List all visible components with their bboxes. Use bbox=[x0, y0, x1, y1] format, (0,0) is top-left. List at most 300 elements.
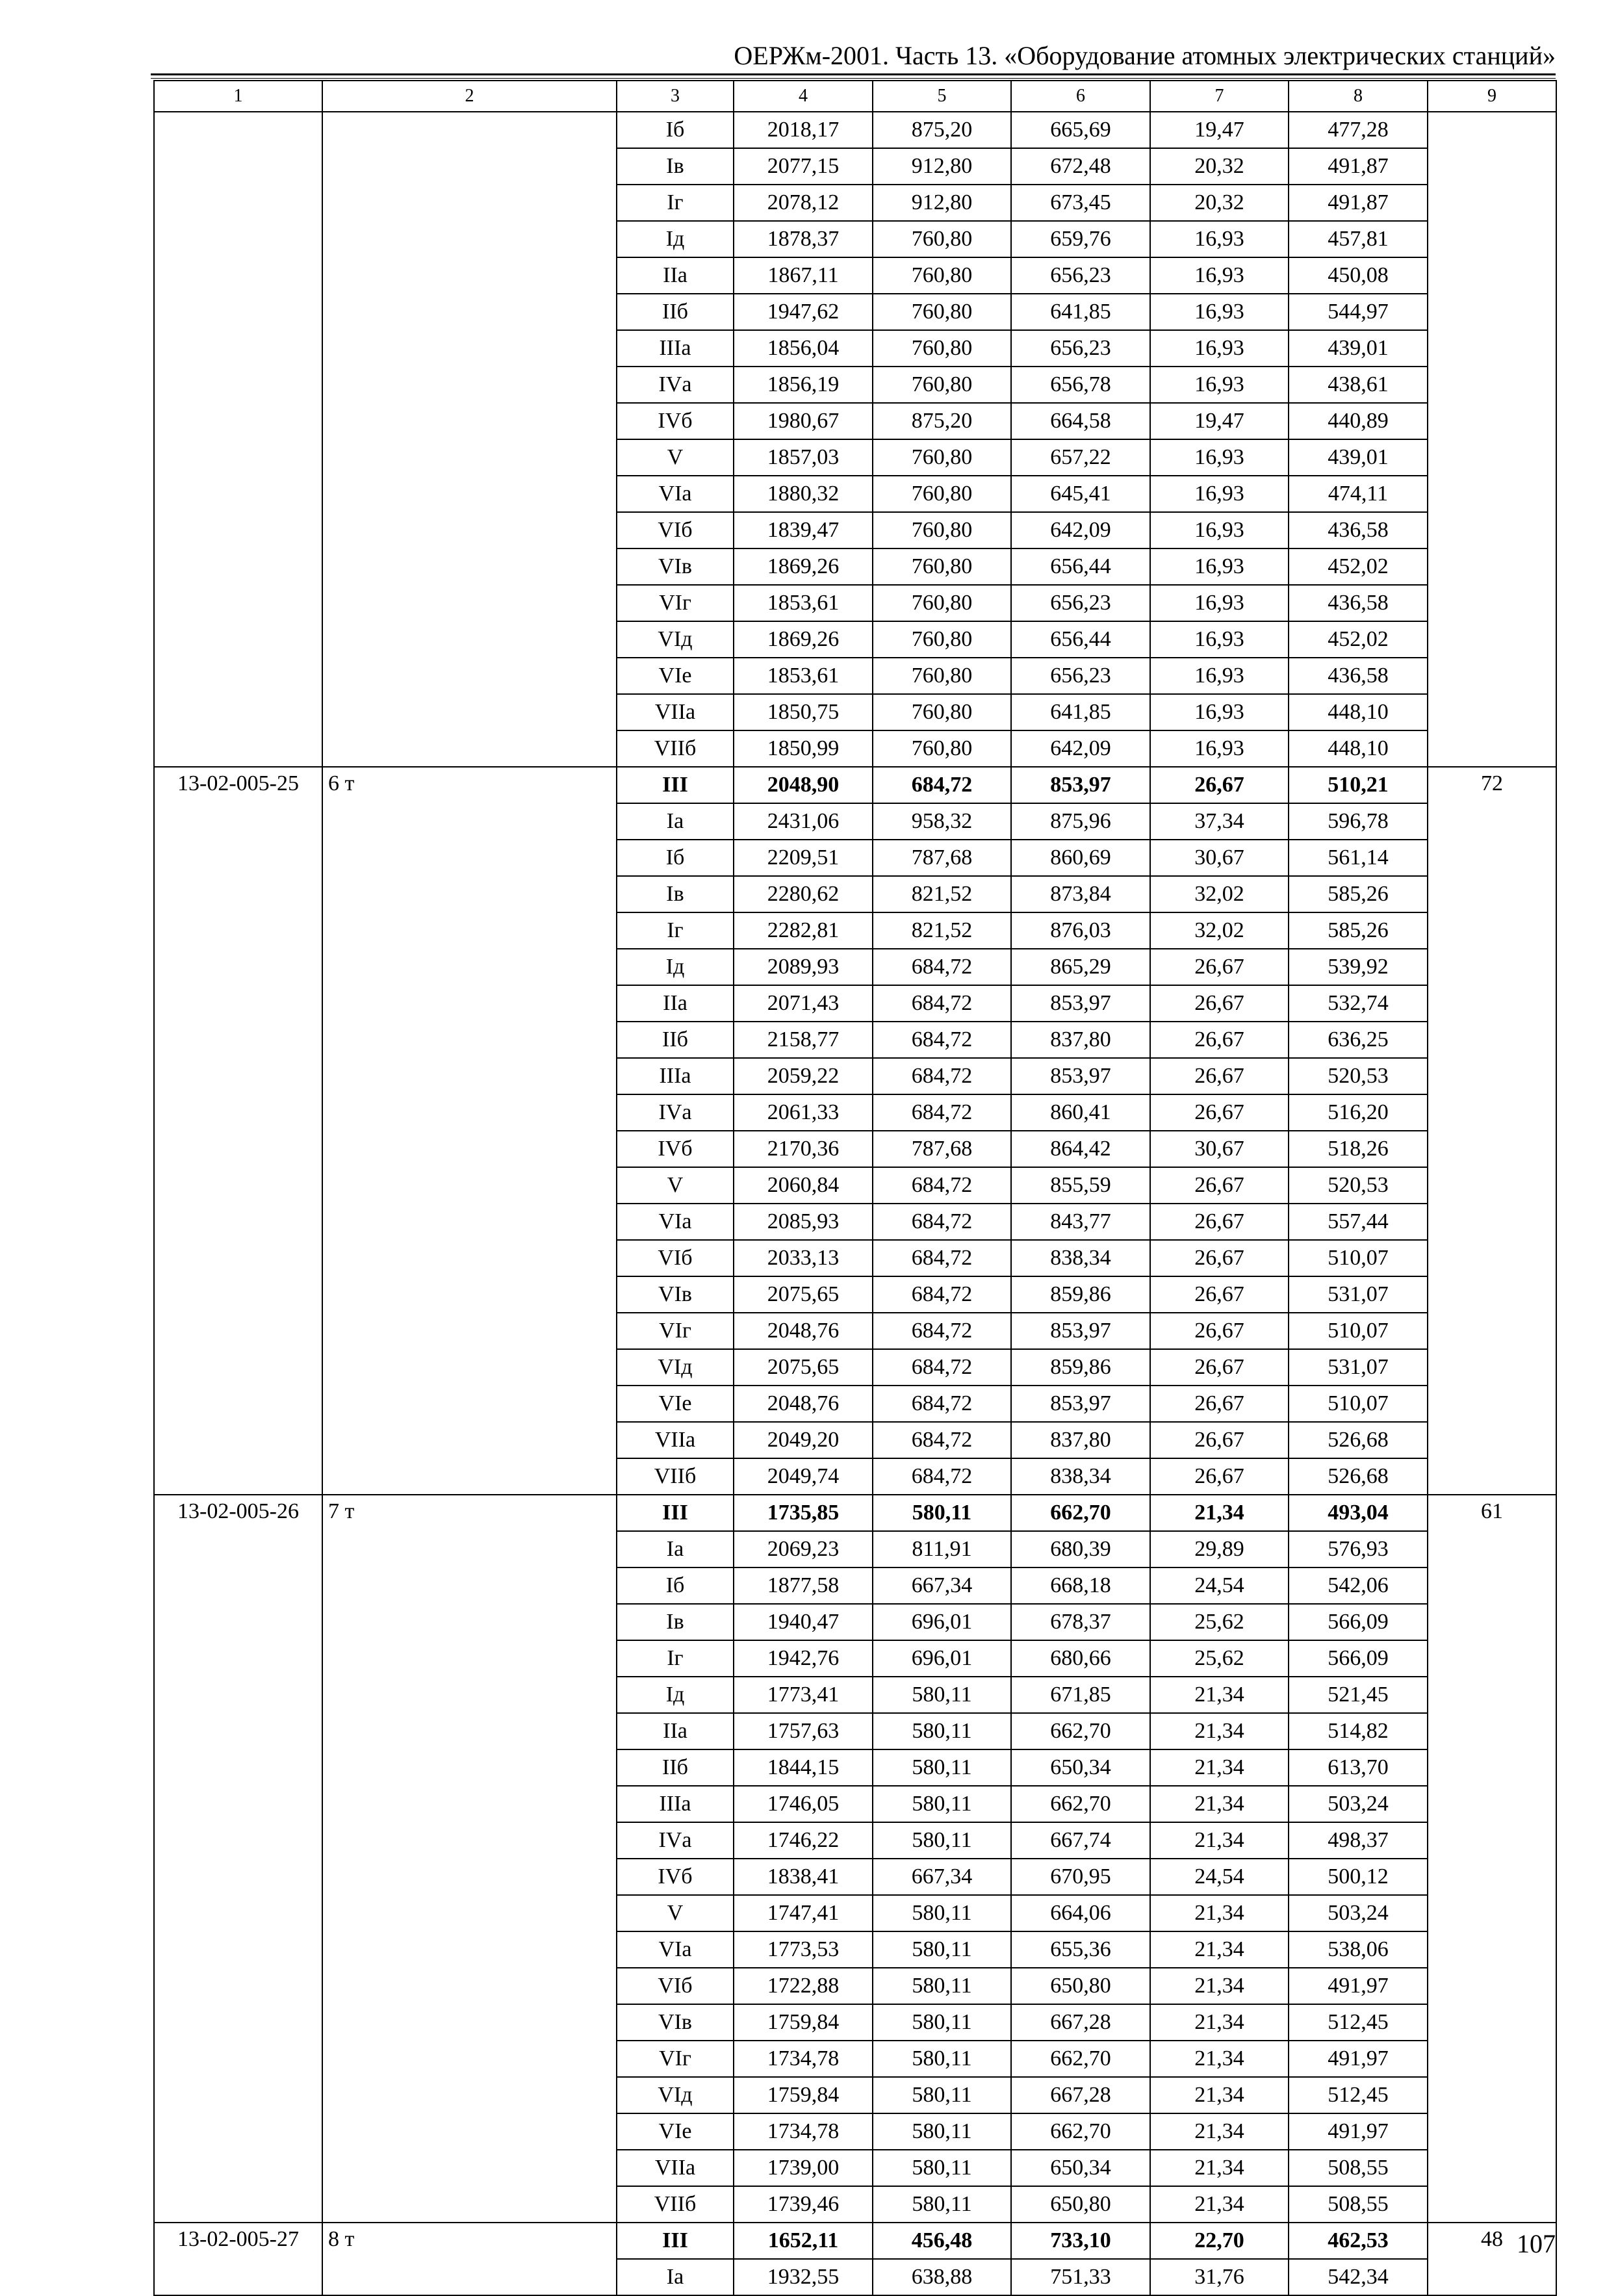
value-cell: 26,67 bbox=[1150, 1240, 1289, 1276]
value-cell: 456,48 bbox=[873, 2223, 1011, 2259]
value-cell: 958,32 bbox=[873, 803, 1011, 840]
value-cell: 1722,88 bbox=[734, 1968, 873, 2004]
value-cell: 16,93 bbox=[1150, 548, 1289, 585]
value-cell: 1652,11 bbox=[734, 2223, 873, 2259]
zone-cell: VIг bbox=[617, 585, 734, 621]
value-cell: 641,85 bbox=[1011, 294, 1150, 330]
zone-cell: Iд bbox=[617, 1677, 734, 1713]
value-cell: 667,34 bbox=[873, 1567, 1011, 1604]
value-cell: 24,54 bbox=[1150, 1859, 1289, 1895]
zone-cell: Iг bbox=[617, 1640, 734, 1677]
value-cell: 2059,22 bbox=[734, 1058, 873, 1094]
value-cell: 684,72 bbox=[873, 1422, 1011, 1458]
value-cell: 1850,75 bbox=[734, 694, 873, 730]
zone-cell: VIIб bbox=[617, 730, 734, 767]
value-cell: 2431,06 bbox=[734, 803, 873, 840]
zone-cell: IIб bbox=[617, 1749, 734, 1786]
zone-cell: IVб bbox=[617, 1859, 734, 1895]
value-cell: 664,58 bbox=[1011, 403, 1150, 439]
value-cell: 510,07 bbox=[1289, 1313, 1428, 1349]
zone-cell: Iг bbox=[617, 912, 734, 949]
value-cell: 667,34 bbox=[873, 1859, 1011, 1895]
value-cell: 1942,76 bbox=[734, 1640, 873, 1677]
value-cell: 2071,43 bbox=[734, 985, 873, 1022]
value-cell: 673,45 bbox=[1011, 185, 1150, 221]
value-cell: 655,36 bbox=[1011, 1931, 1150, 1968]
value-cell: 1856,19 bbox=[734, 367, 873, 403]
column-number: 8 bbox=[1289, 81, 1428, 112]
value-cell: 580,11 bbox=[873, 1495, 1011, 1531]
zone-cell: IVа bbox=[617, 1822, 734, 1859]
zone-cell: Iб bbox=[617, 1567, 734, 1604]
zone-cell: V bbox=[617, 439, 734, 476]
zone-cell: Iв bbox=[617, 1604, 734, 1640]
value-cell: 1759,84 bbox=[734, 2004, 873, 2041]
zone-cell: Iа bbox=[617, 803, 734, 840]
value-cell: 1869,26 bbox=[734, 621, 873, 658]
value-cell: 2075,65 bbox=[734, 1276, 873, 1313]
value-cell: 580,11 bbox=[873, 1822, 1011, 1859]
value-cell: 853,97 bbox=[1011, 985, 1150, 1022]
zone-cell: III bbox=[617, 2223, 734, 2259]
value-cell: 2280,62 bbox=[734, 876, 873, 912]
zone-cell: VIе bbox=[617, 658, 734, 694]
value-cell: 503,24 bbox=[1289, 1786, 1428, 1822]
value-cell: 1947,62 bbox=[734, 294, 873, 330]
column-number: 5 bbox=[873, 81, 1011, 112]
value-cell: 760,80 bbox=[873, 257, 1011, 294]
value-cell: 838,34 bbox=[1011, 1240, 1150, 1276]
value-cell: 662,70 bbox=[1011, 1713, 1150, 1749]
value-cell: 580,11 bbox=[873, 2150, 1011, 2186]
value-cell: 436,58 bbox=[1289, 658, 1428, 694]
value-cell: 760,80 bbox=[873, 621, 1011, 658]
value-cell: 24,54 bbox=[1150, 1567, 1289, 1604]
value-cell: 864,42 bbox=[1011, 1131, 1150, 1167]
rate-code-cell bbox=[154, 112, 322, 767]
value-cell: 821,52 bbox=[873, 912, 1011, 949]
value-cell: 580,11 bbox=[873, 1786, 1011, 1822]
value-cell: 1838,41 bbox=[734, 1859, 873, 1895]
zone-cell: IIб bbox=[617, 1022, 734, 1058]
value-cell: 566,09 bbox=[1289, 1604, 1428, 1640]
value-cell: 1759,84 bbox=[734, 2077, 873, 2113]
value-cell: 855,59 bbox=[1011, 1167, 1150, 1204]
value-cell: 20,32 bbox=[1150, 148, 1289, 185]
labor-cell: 72 bbox=[1428, 767, 1556, 1495]
value-cell: 1734,78 bbox=[734, 2041, 873, 2077]
value-cell: 539,92 bbox=[1289, 949, 1428, 985]
zone-cell: VIд bbox=[617, 1349, 734, 1386]
value-cell: 1853,61 bbox=[734, 585, 873, 621]
value-cell: 760,80 bbox=[873, 294, 1011, 330]
value-cell: 450,08 bbox=[1289, 257, 1428, 294]
zone-cell: IVа bbox=[617, 367, 734, 403]
value-cell: 680,39 bbox=[1011, 1531, 1150, 1567]
column-number: 4 bbox=[734, 81, 873, 112]
page-header-title: ОЕРЖм-2001. Часть 13. «Оборудование атомных электрических станций» bbox=[734, 41, 1556, 70]
zone-cell: Iв bbox=[617, 148, 734, 185]
value-cell: 526,68 bbox=[1289, 1458, 1428, 1495]
value-cell: 510,07 bbox=[1289, 1386, 1428, 1422]
value-cell: 21,34 bbox=[1150, 1931, 1289, 1968]
value-cell: 16,93 bbox=[1150, 621, 1289, 658]
value-cell: 2158,77 bbox=[734, 1022, 873, 1058]
zone-cell: Iа bbox=[617, 1531, 734, 1567]
value-cell: 542,34 bbox=[1289, 2259, 1428, 2295]
value-cell: 2089,93 bbox=[734, 949, 873, 985]
value-cell: 452,02 bbox=[1289, 621, 1428, 658]
value-cell: 576,93 bbox=[1289, 1531, 1428, 1567]
value-cell: 542,06 bbox=[1289, 1567, 1428, 1604]
value-cell: 21,34 bbox=[1150, 2113, 1289, 2150]
table-row bbox=[154, 112, 1556, 148]
zone-cell: VIа bbox=[617, 1931, 734, 1968]
zone-cell: VIв bbox=[617, 2004, 734, 2041]
value-cell: 860,41 bbox=[1011, 1094, 1150, 1131]
value-cell: 521,45 bbox=[1289, 1677, 1428, 1713]
table-row-base-zone bbox=[154, 2223, 1556, 2259]
value-cell: 684,72 bbox=[873, 1204, 1011, 1240]
zone-cell: VIб bbox=[617, 1968, 734, 2004]
value-cell: 491,87 bbox=[1289, 185, 1428, 221]
value-cell: 787,68 bbox=[873, 1131, 1011, 1167]
value-cell: 671,85 bbox=[1011, 1677, 1150, 1713]
value-cell: 508,55 bbox=[1289, 2186, 1428, 2223]
value-cell: 580,11 bbox=[873, 1713, 1011, 1749]
zone-cell: Iв bbox=[617, 876, 734, 912]
value-cell: 656,44 bbox=[1011, 548, 1150, 585]
value-cell: 16,93 bbox=[1150, 257, 1289, 294]
zone-cell: IIIа bbox=[617, 1786, 734, 1822]
value-cell: 16,93 bbox=[1150, 367, 1289, 403]
value-cell: 580,11 bbox=[873, 1931, 1011, 1968]
value-cell: 912,80 bbox=[873, 148, 1011, 185]
value-cell: 613,70 bbox=[1289, 1749, 1428, 1786]
value-cell: 2033,13 bbox=[734, 1240, 873, 1276]
value-cell: 500,12 bbox=[1289, 1859, 1428, 1895]
value-cell: 1757,63 bbox=[734, 1713, 873, 1749]
value-cell: 538,06 bbox=[1289, 1931, 1428, 1968]
value-cell: 26,67 bbox=[1150, 1313, 1289, 1349]
value-cell: 645,41 bbox=[1011, 476, 1150, 512]
value-cell: 462,53 bbox=[1289, 2223, 1428, 2259]
value-cell: 440,89 bbox=[1289, 403, 1428, 439]
value-cell: 580,11 bbox=[873, 1968, 1011, 2004]
value-cell: 760,80 bbox=[873, 730, 1011, 767]
zone-cell: IIб bbox=[617, 294, 734, 330]
zone-cell: Iб bbox=[617, 840, 734, 876]
value-cell: 25,62 bbox=[1150, 1640, 1289, 1677]
rate-code-cell: 13-02-005-25 bbox=[154, 767, 322, 1495]
value-cell: 859,86 bbox=[1011, 1349, 1150, 1386]
value-cell: 1940,47 bbox=[734, 1604, 873, 1640]
value-cell: 751,33 bbox=[1011, 2259, 1150, 2295]
zone-cell: IIа bbox=[617, 985, 734, 1022]
value-cell: 853,97 bbox=[1011, 1313, 1150, 1349]
value-cell: 2049,74 bbox=[734, 1458, 873, 1495]
value-cell: 670,95 bbox=[1011, 1859, 1150, 1895]
rates-table-body bbox=[154, 81, 1556, 2295]
value-cell: 16,93 bbox=[1150, 658, 1289, 694]
value-cell: 16,93 bbox=[1150, 476, 1289, 512]
value-cell: 29,89 bbox=[1150, 1531, 1289, 1567]
value-cell: 760,80 bbox=[873, 548, 1011, 585]
value-cell: 32,02 bbox=[1150, 876, 1289, 912]
value-cell: 16,93 bbox=[1150, 585, 1289, 621]
value-cell: 684,72 bbox=[873, 949, 1011, 985]
value-cell: 21,34 bbox=[1150, 1495, 1289, 1531]
value-cell: 1734,78 bbox=[734, 2113, 873, 2150]
zone-cell: IIа bbox=[617, 1713, 734, 1749]
equipment-name-cell: 7 т bbox=[322, 1495, 617, 2223]
value-cell: 638,88 bbox=[873, 2259, 1011, 2295]
value-cell: 859,86 bbox=[1011, 1276, 1150, 1313]
zone-cell: Iг bbox=[617, 185, 734, 221]
value-cell: 760,80 bbox=[873, 512, 1011, 548]
value-cell: 580,11 bbox=[873, 1749, 1011, 1786]
value-cell: 1773,41 bbox=[734, 1677, 873, 1713]
value-cell: 659,76 bbox=[1011, 221, 1150, 257]
value-cell: 512,45 bbox=[1289, 2077, 1428, 2113]
page-number: 107 bbox=[1517, 2229, 1556, 2258]
value-cell: 491,97 bbox=[1289, 2041, 1428, 2077]
column-number: 3 bbox=[617, 81, 734, 112]
value-cell: 760,80 bbox=[873, 658, 1011, 694]
zone-cell: VIг bbox=[617, 2041, 734, 2077]
value-cell: 760,80 bbox=[873, 694, 1011, 730]
value-cell: 439,01 bbox=[1289, 330, 1428, 367]
value-cell: 21,34 bbox=[1150, 1786, 1289, 1822]
value-cell: 1857,03 bbox=[734, 439, 873, 476]
value-cell: 684,72 bbox=[873, 1167, 1011, 1204]
value-cell: 2018,17 bbox=[734, 112, 873, 148]
value-cell: 21,34 bbox=[1150, 2186, 1289, 2223]
zone-cell: Iб bbox=[617, 112, 734, 148]
zone-cell: VIб bbox=[617, 512, 734, 548]
value-cell: 853,97 bbox=[1011, 767, 1150, 803]
value-cell: 531,07 bbox=[1289, 1349, 1428, 1386]
value-cell: 493,04 bbox=[1289, 1495, 1428, 1531]
value-cell: 26,67 bbox=[1150, 1094, 1289, 1131]
rates-table bbox=[153, 80, 1557, 2296]
value-cell: 516,20 bbox=[1289, 1094, 1428, 1131]
value-cell: 650,80 bbox=[1011, 1968, 1150, 2004]
value-cell: 21,34 bbox=[1150, 1677, 1289, 1713]
value-cell: 667,74 bbox=[1011, 1822, 1150, 1859]
value-cell: 518,26 bbox=[1289, 1131, 1428, 1167]
value-cell: 16,93 bbox=[1150, 730, 1289, 767]
value-cell: 760,80 bbox=[873, 476, 1011, 512]
value-cell: 580,11 bbox=[873, 2004, 1011, 2041]
value-cell: 656,23 bbox=[1011, 658, 1150, 694]
value-cell: 37,34 bbox=[1150, 803, 1289, 840]
value-cell: 684,72 bbox=[873, 1386, 1011, 1422]
column-number: 2 bbox=[322, 81, 617, 112]
equipment-name-cell bbox=[322, 112, 617, 767]
value-cell: 561,14 bbox=[1289, 840, 1428, 876]
value-cell: 2049,20 bbox=[734, 1422, 873, 1458]
value-cell: 1773,53 bbox=[734, 1931, 873, 1968]
value-cell: 26,67 bbox=[1150, 1058, 1289, 1094]
value-cell: 32,02 bbox=[1150, 912, 1289, 949]
column-number: 6 bbox=[1011, 81, 1150, 112]
value-cell: 457,81 bbox=[1289, 221, 1428, 257]
value-cell: 650,34 bbox=[1011, 1749, 1150, 1786]
value-cell: 448,10 bbox=[1289, 694, 1428, 730]
zone-cell: V bbox=[617, 1895, 734, 1931]
value-cell: 662,70 bbox=[1011, 1786, 1150, 1822]
zone-cell: VIа bbox=[617, 1204, 734, 1240]
value-cell: 642,09 bbox=[1011, 730, 1150, 767]
zone-cell: VIIа bbox=[617, 694, 734, 730]
value-cell: 684,72 bbox=[873, 1313, 1011, 1349]
value-cell: 662,70 bbox=[1011, 2113, 1150, 2150]
value-cell: 875,96 bbox=[1011, 803, 1150, 840]
value-cell: 760,80 bbox=[873, 585, 1011, 621]
value-cell: 650,80 bbox=[1011, 2186, 1150, 2223]
value-cell: 508,55 bbox=[1289, 2150, 1428, 2186]
value-cell: 656,23 bbox=[1011, 257, 1150, 294]
value-cell: 491,97 bbox=[1289, 1968, 1428, 2004]
zone-cell: VIв bbox=[617, 1276, 734, 1313]
value-cell: 514,82 bbox=[1289, 1713, 1428, 1749]
labor-cell: 61 bbox=[1428, 1495, 1556, 2223]
value-cell: 26,67 bbox=[1150, 1349, 1289, 1386]
value-cell: 21,34 bbox=[1150, 1895, 1289, 1931]
zone-cell: VIг bbox=[617, 1313, 734, 1349]
value-cell: 1853,61 bbox=[734, 658, 873, 694]
value-cell: 1932,55 bbox=[734, 2259, 873, 2295]
value-cell: 873,84 bbox=[1011, 876, 1150, 912]
zone-cell: Iа bbox=[617, 2259, 734, 2295]
value-cell: 667,28 bbox=[1011, 2004, 1150, 2041]
value-cell: 21,34 bbox=[1150, 1749, 1289, 1786]
zone-cell: IIа bbox=[617, 257, 734, 294]
value-cell: 25,62 bbox=[1150, 1604, 1289, 1640]
value-cell: 656,78 bbox=[1011, 367, 1150, 403]
value-cell: 2282,81 bbox=[734, 912, 873, 949]
value-cell: 503,24 bbox=[1289, 1895, 1428, 1931]
value-cell: 580,11 bbox=[873, 2113, 1011, 2150]
value-cell: 30,67 bbox=[1150, 1131, 1289, 1167]
zone-cell: VIд bbox=[617, 2077, 734, 2113]
value-cell: 2061,33 bbox=[734, 1094, 873, 1131]
value-cell: 1844,15 bbox=[734, 1749, 873, 1786]
value-cell: 2077,15 bbox=[734, 148, 873, 185]
value-cell: 580,11 bbox=[873, 1677, 1011, 1713]
value-cell: 865,29 bbox=[1011, 949, 1150, 985]
value-cell: 821,52 bbox=[873, 876, 1011, 912]
value-cell: 760,80 bbox=[873, 330, 1011, 367]
value-cell: 2209,51 bbox=[734, 840, 873, 876]
value-cell: 1877,58 bbox=[734, 1567, 873, 1604]
value-cell: 787,68 bbox=[873, 840, 1011, 876]
zone-cell: VIв bbox=[617, 548, 734, 585]
zone-cell: Iд bbox=[617, 949, 734, 985]
value-cell: 657,22 bbox=[1011, 439, 1150, 476]
column-number: 1 bbox=[154, 81, 322, 112]
value-cell: 31,76 bbox=[1150, 2259, 1289, 2295]
zone-cell: VIе bbox=[617, 2113, 734, 2150]
value-cell: 760,80 bbox=[873, 221, 1011, 257]
value-cell: 2085,93 bbox=[734, 1204, 873, 1240]
value-cell: 853,97 bbox=[1011, 1058, 1150, 1094]
value-cell: 436,58 bbox=[1289, 585, 1428, 621]
value-cell: 580,11 bbox=[873, 2041, 1011, 2077]
value-cell: 477,28 bbox=[1289, 112, 1428, 148]
value-cell: 2048,76 bbox=[734, 1313, 873, 1349]
value-cell: 22,70 bbox=[1150, 2223, 1289, 2259]
zone-cell: IIIа bbox=[617, 1058, 734, 1094]
value-cell: 1867,11 bbox=[734, 257, 873, 294]
value-cell: 16,93 bbox=[1150, 512, 1289, 548]
zone-cell: VIе bbox=[617, 1386, 734, 1422]
value-cell: 684,72 bbox=[873, 1022, 1011, 1058]
zone-cell: IVб bbox=[617, 403, 734, 439]
value-cell: 843,77 bbox=[1011, 1204, 1150, 1240]
value-cell: 1839,47 bbox=[734, 512, 873, 548]
value-cell: 1739,46 bbox=[734, 2186, 873, 2223]
value-cell: 21,34 bbox=[1150, 2150, 1289, 2186]
value-cell: 662,70 bbox=[1011, 1495, 1150, 1531]
value-cell: 664,06 bbox=[1011, 1895, 1150, 1931]
value-cell: 1980,67 bbox=[734, 403, 873, 439]
value-cell: 526,68 bbox=[1289, 1422, 1428, 1458]
value-cell: 21,34 bbox=[1150, 1822, 1289, 1859]
value-cell: 491,97 bbox=[1289, 2113, 1428, 2150]
value-cell: 21,34 bbox=[1150, 2041, 1289, 2077]
value-cell: 510,07 bbox=[1289, 1240, 1428, 1276]
value-cell: 1746,22 bbox=[734, 1822, 873, 1859]
value-cell: 26,67 bbox=[1150, 949, 1289, 985]
zone-cell: IVа bbox=[617, 1094, 734, 1131]
value-cell: 912,80 bbox=[873, 185, 1011, 221]
value-cell: 696,01 bbox=[873, 1604, 1011, 1640]
table-row-base-zone bbox=[154, 767, 1556, 803]
value-cell: 532,74 bbox=[1289, 985, 1428, 1022]
value-cell: 512,45 bbox=[1289, 2004, 1428, 2041]
value-cell: 16,93 bbox=[1150, 330, 1289, 367]
zone-cell: V bbox=[617, 1167, 734, 1204]
zone-cell: VIIа bbox=[617, 1422, 734, 1458]
value-cell: 860,69 bbox=[1011, 840, 1150, 876]
zone-cell: IVб bbox=[617, 1131, 734, 1167]
value-cell: 678,37 bbox=[1011, 1604, 1150, 1640]
value-cell: 30,67 bbox=[1150, 840, 1289, 876]
value-cell: 853,97 bbox=[1011, 1386, 1150, 1422]
value-cell: 837,80 bbox=[1011, 1022, 1150, 1058]
value-cell: 1869,26 bbox=[734, 548, 873, 585]
value-cell: 1880,32 bbox=[734, 476, 873, 512]
value-cell: 585,26 bbox=[1289, 876, 1428, 912]
value-cell: 1746,05 bbox=[734, 1786, 873, 1822]
value-cell: 672,48 bbox=[1011, 148, 1150, 185]
value-cell: 580,11 bbox=[873, 2186, 1011, 2223]
value-cell: 2078,12 bbox=[734, 185, 873, 221]
value-cell: 26,67 bbox=[1150, 1386, 1289, 1422]
value-cell: 696,01 bbox=[873, 1640, 1011, 1677]
zone-cell: Iд bbox=[617, 221, 734, 257]
value-cell: 656,23 bbox=[1011, 330, 1150, 367]
value-cell: 2060,84 bbox=[734, 1167, 873, 1204]
value-cell: 1850,99 bbox=[734, 730, 873, 767]
value-cell: 1735,85 bbox=[734, 1495, 873, 1531]
value-cell: 684,72 bbox=[873, 1349, 1011, 1386]
value-cell: 875,20 bbox=[873, 403, 1011, 439]
value-cell: 26,67 bbox=[1150, 1276, 1289, 1313]
header-rule-thick bbox=[151, 73, 1556, 75]
